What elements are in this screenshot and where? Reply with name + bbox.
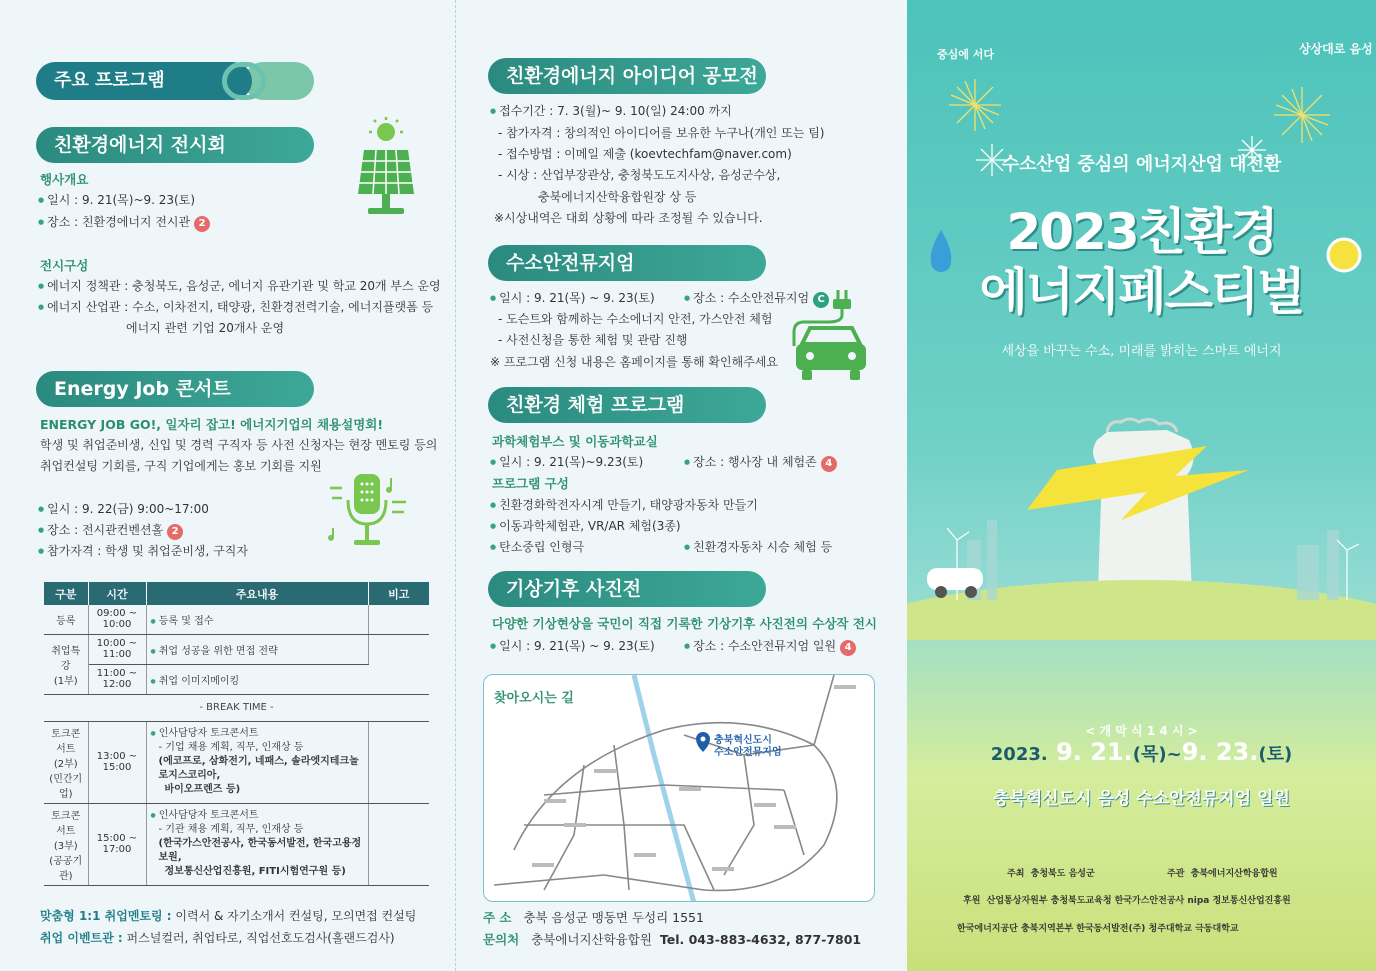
panel-cover xyxy=(907,0,1376,971)
exhibition-place xyxy=(38,213,210,232)
job-desc-2: 취업컨설팅 기회를, 구직 기업에게는 홍보 기회를 지원 xyxy=(40,459,322,473)
table-header: 시간 xyxy=(88,582,146,605)
organizer-row xyxy=(1167,866,1278,879)
mentoring-info xyxy=(40,907,416,924)
lecture-part: (1부) xyxy=(53,675,78,687)
idea-line: 충북에너지산학융합원장 상 등 xyxy=(538,190,697,204)
experience-item: ● 탄소중립 인형극 xyxy=(490,538,584,555)
sponsor-row-1 xyxy=(963,893,1291,906)
job-target: ● 참가자격 : 학생 및 취업준비생, 구직자 xyxy=(38,542,248,559)
job-desc-1: 학생 및 취업준비생, 신입 및 경력 구직자 등 사전 신청자는 현장 멘토링 등의 xyxy=(40,438,438,452)
talk-line: (에코프로, 삼화전기, 네패스, 솔라엣지테크놀로지스코리아, xyxy=(158,756,359,781)
address-text: 충북 음성군 맹동면 두성리 1551 xyxy=(523,910,704,925)
festival-venue: 충북혁신도시 음성 수소안전뮤지엄 일원 xyxy=(993,789,1290,809)
composition-label: 전시구성 xyxy=(40,258,89,273)
experience-title: 친환경 체험 프로그램 xyxy=(488,387,766,423)
host-row xyxy=(1007,866,1095,879)
table-cell xyxy=(368,634,429,694)
table-header-row xyxy=(44,582,429,605)
hydrogen-date: ● 일시 : 9. 21(목) ~ 9. 23(토) xyxy=(490,289,655,306)
map-pin-label xyxy=(714,735,782,759)
talk-cat: 토크콘서트 xyxy=(51,728,81,755)
sponsor-label: 후원 xyxy=(963,896,981,906)
hydrogen-line: - 도슨트와 함께하는 수소에너지 안전, 가스안전 체험 xyxy=(498,312,773,326)
map-pin-museum: 수소안전뮤지엄 xyxy=(714,747,782,758)
climate-photo-title: 기상기후 사진전 xyxy=(488,571,766,607)
hydrogen-note: ※ 프로그램 신청 내용은 홈페이지를 통해 확인해주세요 xyxy=(490,355,778,369)
contact-label: 문의처 xyxy=(483,932,520,947)
date-day-1: (목)~ xyxy=(1132,744,1182,765)
experience-date: ● 일시 : 9. 21(목)~9.23(토) xyxy=(490,453,643,470)
climate-place xyxy=(684,637,856,656)
talk-line: (한국가스안전공사, 한국동서발전, 한국고용정보원, xyxy=(158,838,362,863)
talk-line: - 기관 채용 계획, 직무, 인재상 등 xyxy=(158,824,304,835)
talk-line: ● 인사담당자 토크콘서트 xyxy=(151,727,364,741)
talk-line: 정보통신산업진흥원, FITI시험연구원 등) xyxy=(164,866,346,877)
experience-item: ● 이동과학체험관, VR/AR 체험(3종) xyxy=(490,517,681,534)
lecture-cat: 취업특강 xyxy=(51,645,81,672)
logo-left: 중심에 서다 xyxy=(937,48,994,61)
talk-line: ● 인사담당자 토크콘서트 xyxy=(151,809,364,823)
idea-note: ※시상내역은 대회 상황에 따라 조정될 수 있습니다. xyxy=(494,211,763,225)
table-cell: 15:00 ~ 17:00 xyxy=(88,803,146,885)
date-year: 2023. xyxy=(990,744,1048,765)
policy-hall: ● 에너지 정책관 : 충청북도, 음성군, 에너지 유관기관 및 학교 20개 부스 운영 xyxy=(38,277,441,294)
climate-place-text: 장소 : 수소안전뮤지엄 일원 xyxy=(693,639,837,653)
solar-panel-icon xyxy=(352,116,420,220)
host-orgs: 충청북도 음성군 xyxy=(1030,869,1095,879)
industry-hall: ● 에너지 산업관 : 수소, 이차전지, 태양광, 친환경전력기술, 에너지플랫폼 등 xyxy=(38,298,433,315)
table-cell xyxy=(368,721,429,803)
contact-text: 충북에너지산학융합원 xyxy=(531,932,652,947)
header-ring xyxy=(222,62,266,100)
schedule-table xyxy=(44,582,429,886)
idea-line: - 접수방법 : 이메일 제출 (koevtechfam@naver.com) xyxy=(498,147,792,161)
idea-line: - 시상 : 산업부장관상, 충청북도도지사상, 음성군수상, xyxy=(498,168,781,182)
table-cell xyxy=(44,721,88,803)
sponsor-row-2: 한국에너지공단 충북지역본부 한국동서발전(주) 청주대학교 극동대학교 xyxy=(957,924,1239,934)
break-cell: - BREAK TIME - xyxy=(44,694,429,721)
organizer-label: 주관 xyxy=(1167,869,1185,879)
main-program-title: 주요 프로그램 xyxy=(36,62,252,100)
map-roads xyxy=(484,675,875,902)
job-concert-title: Energy Job 콘서트 xyxy=(36,371,314,407)
cover-title-2: 에너지페스티벌 xyxy=(979,263,1304,321)
program-composition: 프로그램 구성 xyxy=(492,476,569,491)
panel-programs xyxy=(0,0,455,971)
table-cell: 10:00 ~ 11:00 xyxy=(88,634,146,664)
talk-type: (공공기관) xyxy=(49,855,83,882)
exhibition-date: ● 일시 : 9. 21(목)~9. 23(토) xyxy=(38,191,195,208)
cover-slogan: 세상을 바꾸는 수소, 미래를 밝히는 스마트 에너지 xyxy=(1001,344,1282,359)
table-cell xyxy=(44,803,88,885)
hydrogen-line: - 사전신청을 통한 체험 및 관람 진행 xyxy=(498,333,688,347)
electric-car-icon xyxy=(788,286,874,384)
opening-ceremony: < 개 막 식 1 4 시 > xyxy=(1085,724,1198,738)
job-place xyxy=(38,521,183,540)
talk-line: 바이오프렌즈 등) xyxy=(164,784,241,795)
location-badge: C xyxy=(813,292,829,308)
host-label: 주최 xyxy=(1007,869,1025,879)
experience-item: ● 친환경화학전자시계 만들기, 태양광자동차 만들기 xyxy=(490,496,758,513)
cover-title-1: 2023친환경 xyxy=(1006,203,1277,261)
talk-part: (2부) xyxy=(53,758,78,770)
organizer-org: 충북에너지산학융합원 xyxy=(1190,869,1278,879)
industry-hall-2: 에너지 관련 기업 20개사 운영 xyxy=(126,321,285,335)
mentoring-label: 맞춤형 1:1 취업멘토링 : xyxy=(40,909,172,923)
map-title: 찾아오시는 길 xyxy=(494,691,574,706)
table-cell: ● 취업 이미지메이킹 xyxy=(146,664,368,694)
climate-date: ● 일시 : 9. 21(목) ~ 9. 23(토) xyxy=(490,637,655,654)
location-badge: 4 xyxy=(821,456,837,472)
talk-part: (3부) xyxy=(53,840,78,852)
table-cell xyxy=(368,803,429,885)
cover-subtitle: 수소산업 중심의 에너지산업 대전환 xyxy=(1001,154,1282,175)
table-row xyxy=(44,605,429,634)
date-day-2: (토) xyxy=(1258,744,1293,765)
experience-sub: 과학체험부스 및 이동과학교실 xyxy=(492,434,658,449)
exhibition-title: 친환경에너지 전시회 xyxy=(36,127,314,163)
location-badge: 4 xyxy=(840,640,856,656)
table-row xyxy=(44,721,429,803)
logo-right: 상상대로 음성 xyxy=(1299,42,1373,56)
table-cell: 13:00 ~ 15:00 xyxy=(88,721,146,803)
table-row xyxy=(44,803,429,885)
talk-type: (민간기업) xyxy=(49,773,83,800)
event-info xyxy=(40,929,395,946)
table-cell: 09:00 ~ 10:00 xyxy=(88,605,146,634)
table-cell xyxy=(368,605,429,634)
contact-tel: Tel. 043-883-4632, 877-7801 xyxy=(659,932,862,947)
idea-line: ● 접수기간 : 7. 3(월)~ 9. 10(일) 24:00 까지 xyxy=(490,102,732,119)
table-cell xyxy=(146,803,368,885)
experience-place xyxy=(684,453,837,472)
table-cell xyxy=(44,634,88,694)
overview-label: 행사개요 xyxy=(40,172,89,187)
idea-contest-title: 친환경에너지 아이디어 공모전 xyxy=(488,58,766,94)
location-badge: 2 xyxy=(167,524,183,540)
talk-line: - 기업 채용 계획, 직무, 인재상 등 xyxy=(158,742,304,753)
table-cell: ● 취업 성공을 위한 면접 전략 xyxy=(146,634,368,664)
table-row xyxy=(44,634,429,664)
address-info xyxy=(483,908,704,926)
job-tagline: ENERGY JOB GO!, 일자리 잡고! 에너지기업의 채용설명회! xyxy=(40,417,384,432)
date-start: 9. 21. xyxy=(1056,738,1133,766)
table-row xyxy=(44,694,429,721)
table-header: 구분 xyxy=(44,582,88,605)
table-cell: 11:00 ~ 12:00 xyxy=(88,664,146,694)
experience-place-text: 장소 : 행사장 내 체험존 xyxy=(693,455,817,469)
talk-cat: 토크콘서트 xyxy=(51,810,81,837)
hydrogen-museum-title: 수소안전뮤지엄 xyxy=(488,245,766,281)
event-label: 취업 이벤트관 : xyxy=(40,931,123,945)
address-label: 주 소 xyxy=(483,910,512,925)
table-cell xyxy=(146,721,368,803)
location-map[interactable] xyxy=(483,674,875,902)
location-badge: 2 xyxy=(194,216,210,232)
table-header: 주요내용 xyxy=(146,582,368,605)
map-pin-city: 충북혁신도시 xyxy=(714,735,772,746)
contact-info xyxy=(483,930,861,948)
hydrogen-place-text: 장소 : 수소안전뮤지엄 xyxy=(693,291,810,305)
job-date: ● 일시 : 9. 22(금) 9:00~17:00 xyxy=(38,500,209,517)
idea-line: - 참가자격 : 창의적인 아이디어를 보유한 누구나(개인 또는 팀) xyxy=(498,126,825,140)
table-cell: 등록 xyxy=(44,605,88,634)
festival-dates xyxy=(907,738,1376,766)
date-end: 9. 23. xyxy=(1181,738,1259,766)
mentoring-text: 이력서 & 자기소개서 컨설팅, 모의면접 컨설팅 xyxy=(175,909,417,923)
sponsor-orgs-1: 산업통상자원부 충청북도교육청 한국가스안전공사 nipa 정보통신산업진흥원 xyxy=(986,896,1291,906)
event-text: 퍼스널컬러, 취업타로, 직업선호도검사(홀랜드검사) xyxy=(126,931,395,945)
table-header: 비고 xyxy=(368,582,429,605)
exhibition-place-text: 장소 : 친환경에너지 전시관 xyxy=(47,215,191,229)
table-cell: ● 등록 및 접수 xyxy=(146,605,368,634)
experience-item: ● 친환경자동차 시승 체험 등 xyxy=(684,538,832,555)
climate-sub: 다양한 기상현상을 국민이 직접 기록한 기상기후 사진전의 수상작 전시 xyxy=(492,616,877,631)
job-place-text: 장소 : 전시관컨벤션홀 xyxy=(47,523,164,537)
microphone-icon xyxy=(326,470,412,554)
